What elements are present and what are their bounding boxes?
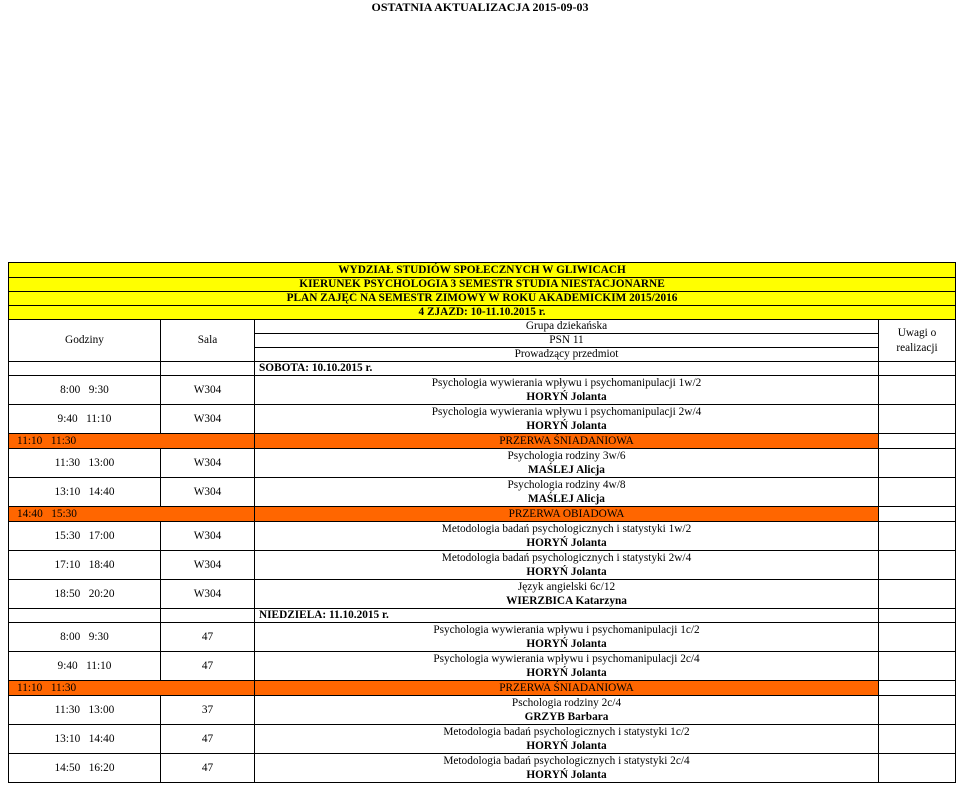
- subject: Psychologia rodziny 3w/6: [507, 450, 626, 462]
- subject: Psychologia wywierania wpływu i psychomanipulacji 2w/4: [431, 406, 702, 418]
- slot-end: 14:40: [88, 732, 115, 745]
- break-start: 11:10: [17, 681, 43, 694]
- hours-column-header: Godziny: [9, 320, 161, 362]
- room: W304: [161, 478, 255, 507]
- subject: Język angielski 6c/12: [517, 581, 616, 593]
- time-slot: [9, 652, 161, 681]
- slot-end: 13:00: [88, 456, 115, 469]
- time-slot: [9, 522, 161, 551]
- room: 47: [161, 754, 255, 783]
- time-slot: [9, 623, 161, 652]
- slot-start: 8:00: [60, 630, 81, 643]
- class-entry: [255, 725, 879, 754]
- slot-start: 11:30: [54, 456, 81, 469]
- notes-cell: [879, 681, 956, 696]
- break-end: 15:30: [51, 507, 77, 520]
- subject: Psychologia wywierania wpływu i psychomanipulacji 1c/2: [433, 624, 700, 636]
- break-start: 14:40: [17, 507, 43, 520]
- teacher: MAŚLEJ Alicja: [528, 464, 605, 476]
- notes-cell: [879, 725, 956, 754]
- schedule-table: [8, 262, 956, 783]
- saturday-section: [9, 362, 956, 609]
- teacher: HORYŃ Jolanta: [526, 420, 607, 432]
- teacher: WIERZBICA Katarzyna: [506, 595, 627, 607]
- slot-end: 11:10: [86, 659, 112, 672]
- subject: Metodologia badań psychologicznych i statystyki 1c/2: [443, 726, 690, 738]
- slot-end: 20:20: [88, 587, 115, 600]
- slot-start: 14:50: [54, 761, 81, 774]
- class-entry: [255, 551, 879, 580]
- day-gap-left: [9, 362, 161, 376]
- break-time: [9, 507, 255, 522]
- teacher: HORYŃ Jolanta: [526, 537, 607, 549]
- day-gap-right: [161, 362, 255, 376]
- slot-end: 18:40: [88, 558, 115, 571]
- room: W304: [161, 551, 255, 580]
- sunday-section: [9, 609, 956, 783]
- slot-start: 9:40: [57, 659, 78, 672]
- slot-end: 17:00: [88, 529, 115, 542]
- teacher: MAŚLEJ Alicja: [528, 493, 605, 505]
- slot-start: 18:50: [54, 587, 81, 600]
- slot-start: 8:00: [60, 383, 81, 396]
- time-slot: [9, 478, 161, 507]
- room-column-header: Sala: [161, 320, 255, 362]
- group-label: Grupa dziekańska: [255, 320, 879, 334]
- break-time: [9, 681, 255, 696]
- time-slot: [9, 754, 161, 783]
- room: 47: [161, 725, 255, 754]
- subject: Psychologia rodziny 4w/8: [507, 479, 626, 491]
- notes-cell: [879, 362, 956, 376]
- class-entry: [255, 522, 879, 551]
- class-entry: [255, 623, 879, 652]
- break-label: PRZERWA ŚNIADANIOWA: [255, 434, 879, 449]
- slot-start: 15:30: [54, 529, 81, 542]
- class-entry: [255, 754, 879, 783]
- subject: Psychologia wywierania wpływu i psychomanipulacji 1w/2: [431, 377, 702, 389]
- subject: Metodologia badań psychologicznych i statystyki 2c/4: [443, 755, 690, 767]
- break-label: PRZERWA OBIADOWA: [255, 507, 879, 522]
- day-gap-right: [161, 609, 255, 623]
- break-time: [9, 434, 255, 449]
- slot-end: 11:10: [86, 412, 112, 425]
- teacher: HORYŃ Jolanta: [526, 638, 607, 650]
- subject: Metodologia badań psychologicznych i statystyki 2w/4: [441, 552, 692, 564]
- teacher: HORYŃ Jolanta: [526, 769, 607, 781]
- teacher: HORYŃ Jolanta: [526, 566, 607, 578]
- room: 37: [161, 696, 255, 725]
- time-slot: [9, 449, 161, 478]
- class-entry: [255, 696, 879, 725]
- notes-cell: [879, 609, 956, 623]
- teacher-subject-header: Prowadzący przedmiot: [255, 348, 879, 362]
- slot-start: 9:40: [57, 412, 78, 425]
- subject: Metodologia badań psychologicznych i statystyki 1w/2: [441, 523, 692, 535]
- time-slot: [9, 376, 161, 405]
- notes-cell: [879, 449, 956, 478]
- course-title: KIERUNEK PSYCHOLOGIA 3 SEMESTR STUDIA NIESTACJONARNE: [9, 278, 956, 292]
- room: W304: [161, 580, 255, 609]
- slot-start: 13:10: [54, 732, 81, 745]
- faculty-title: WYDZIAŁ STUDIÓW SPOŁECZNYCH W GLIWICACH: [9, 263, 956, 278]
- room: 47: [161, 623, 255, 652]
- class-entry: [255, 478, 879, 507]
- slot-end: 13:00: [88, 703, 115, 716]
- class-entry: [255, 405, 879, 434]
- notes-cell: [879, 580, 956, 609]
- room: W304: [161, 449, 255, 478]
- break-end: 11:30: [50, 681, 77, 694]
- notes-cell: [879, 522, 956, 551]
- notes-cell: [879, 376, 956, 405]
- slot-end: 9:30: [88, 630, 109, 643]
- class-entry: [255, 652, 879, 681]
- day-gap-left: [9, 609, 161, 623]
- last-update-note: OSTATNIA AKTUALIZACJA 2015-09-03: [371, 0, 589, 14]
- time-slot: [9, 405, 161, 434]
- plan-title: PLAN ZAJĘĆ NA SEMESTR ZIMOWY W ROKU AKADEMICKIM 2015/2016: [9, 292, 956, 306]
- slot-start: 17:10: [54, 558, 81, 571]
- teacher: HORYŃ Jolanta: [526, 667, 607, 679]
- slot-end: 14:40: [88, 485, 115, 498]
- slot-start: 13:10: [54, 485, 81, 498]
- break-end: 11:30: [50, 434, 77, 447]
- notes-cell: [879, 507, 956, 522]
- break-label: PRZERWA ŚNIADANIOWA: [255, 681, 879, 696]
- notes-cell: [879, 754, 956, 783]
- session-title: 4 ZJAZD: 10-11.10.2015 r.: [9, 306, 956, 320]
- room: W304: [161, 405, 255, 434]
- subject: Psychologia wywierania wpływu i psychomanipulacji 2c/4: [433, 653, 700, 665]
- room: W304: [161, 376, 255, 405]
- class-entry: [255, 449, 879, 478]
- slot-end: 16:20: [88, 761, 115, 774]
- notes-cell: [879, 551, 956, 580]
- subject: Pschologia rodziny 2c/4: [511, 697, 622, 709]
- room: W304: [161, 522, 255, 551]
- teacher: GRZYB Barbara: [524, 711, 609, 723]
- time-slot: [9, 696, 161, 725]
- notes-cell: [879, 696, 956, 725]
- time-slot: [9, 580, 161, 609]
- teacher: HORYŃ Jolanta: [526, 740, 607, 752]
- sunday-day-label: NIEDZIELA: 11.10.2015 r.: [255, 609, 879, 623]
- slot-end: 9:30: [88, 383, 109, 396]
- notes-cell: [879, 623, 956, 652]
- teacher: HORYŃ Jolanta: [526, 391, 607, 403]
- slot-start: 11:30: [54, 703, 81, 716]
- notes-cell: [879, 434, 956, 449]
- notes-cell: [879, 478, 956, 507]
- break-start: 11:10: [17, 434, 43, 447]
- notes-cell: [879, 405, 956, 434]
- notes-column-header: Uwagi o realizacji: [879, 320, 956, 362]
- class-entry: [255, 580, 879, 609]
- room: 47: [161, 652, 255, 681]
- class-entry: [255, 376, 879, 405]
- notes-cell: [879, 652, 956, 681]
- time-slot: [9, 551, 161, 580]
- saturday-day-label: SOBOTA: 10.10.2015 r.: [255, 362, 879, 376]
- group-name: PSN 11: [255, 334, 879, 348]
- time-slot: [9, 725, 161, 754]
